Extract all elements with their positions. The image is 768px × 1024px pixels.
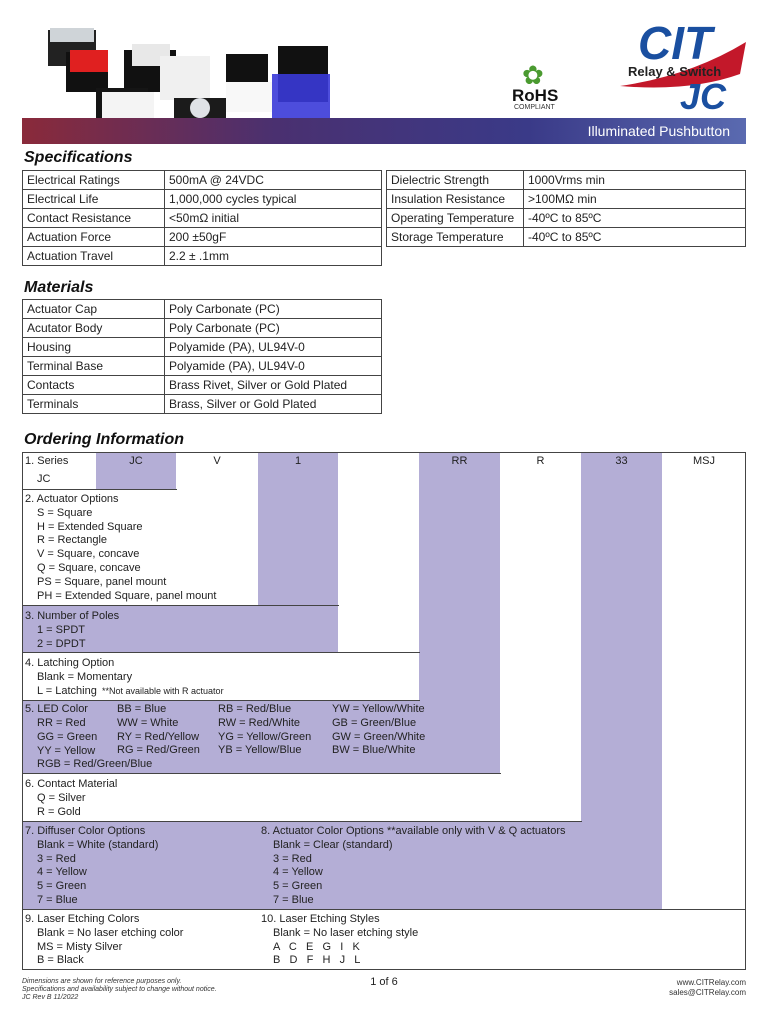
laser-style-options [261,913,418,968]
spec-value: Brass, Silver or Gold Plated [165,395,382,414]
option-line: 7 = Blue [273,893,314,906]
option-line: 3. Number of Poles [25,610,120,622]
spec-label: Housing [23,338,165,357]
option-line: 8. Actuator Color Options **available only with V & Q actuators [261,825,566,837]
option-line: V = Square, concave [37,548,140,561]
spec-label: Electrical Ratings [23,171,165,190]
page-number: 1 of 6 [370,976,398,988]
spec-value: <50mΩ initial [165,209,382,228]
option-line: Blank = Clear (standard) [273,838,393,851]
spec-value: 500mA @ 24VDC [165,171,382,190]
option-line: 3 = Red [37,852,76,865]
email-link[interactable]: sales@CITRelay.com [669,988,746,997]
option-line: 2 = DPDT [37,637,86,650]
led-column-2 [117,703,200,758]
option-line: 1 = SPDT [37,623,85,636]
rohs-subtext: COMPLIANT [514,104,555,111]
option-line: MS = Misty Silver [37,940,123,953]
option-line: 7 = Blue [37,893,78,906]
option-line: RB = Red/Blue [218,703,292,715]
spec-label: Contact Resistance [23,209,165,228]
spec-label: Actuator Cap [23,300,165,319]
spec-label: Actuation Force [23,228,165,247]
option-line: 3 = Red [273,852,312,865]
option-line: Q = Square, concave [37,561,141,574]
spec-value: -40ºC to 85ºC [524,228,746,247]
option-line: Blank = No laser etching color [37,926,184,939]
option-line: R = Gold [37,805,81,818]
spec-label: Contacts [23,376,165,395]
led-column-3 [218,703,311,758]
cit-logo [620,17,746,117]
material-row [23,319,382,338]
contact-options [25,778,117,819]
spec-value: Brass Rivet, Silver or Gold Plated [165,376,382,395]
option-line: H = Extended Square [37,520,143,533]
led-column-4 [332,703,425,758]
laser-color-options [25,913,183,968]
spec-label: Storage Temperature [387,228,524,247]
spec-right-row [387,190,746,209]
option-line: GB = Green/Blue [332,716,417,729]
option-line: GG = Green [37,730,98,743]
option-line: YY = Yellow [37,744,96,757]
option-line: Blank = No laser etching style [273,926,419,939]
option-line: S = Square [37,506,93,519]
actuator-options [25,493,216,603]
specifications-title: Specifications [24,149,133,166]
spec-label: Terminal Base [23,357,165,376]
actuator-color-options [261,825,566,908]
option-line: PH = Extended Square, panel mount [37,589,217,602]
option-line: BW = Blue/White [332,744,416,757]
logo-series: JC [680,76,727,117]
spec-right-row [387,171,746,190]
series-value: JC [37,473,51,485]
spec-left-row [23,228,382,247]
poles-options [25,610,119,651]
spec-left-row [23,190,382,209]
diffuser-options [25,825,158,908]
spec-value: Polyamide (PA), UL94V-0 [165,338,382,357]
logo-cit: CIT [638,17,713,69]
option-line: 4 = Yellow [273,866,323,879]
spec-value: 200 ±50gF [165,228,382,247]
option-line: Blank = Momentary [37,670,133,683]
spec-label: Terminals [23,395,165,414]
spec-right-row [387,209,746,228]
option-line: RGB = Red/Green/Blue [37,758,153,771]
option-line: 6. Contact Material [25,778,118,790]
header-subtitle: Illuminated Pushbutton [587,123,730,139]
material-row [23,338,382,357]
option-line: PS = Square, panel mount [37,575,167,588]
code-latching [339,453,419,469]
option-line: 5 = Green [273,880,323,893]
code-actuator: V [213,455,221,467]
option-line: 5 = Green [37,880,87,893]
spec-label: Acutator Body [23,319,165,338]
option-line: Blank = White (standard) [37,838,159,851]
option-line: RR = Red [37,717,86,729]
specifications-table-right [386,170,746,247]
spec-value: Poly Carbonate (PC) [165,319,382,338]
option-line: BB = Blue [117,703,167,715]
materials-table [22,299,382,414]
option-line: L = Latching [37,684,97,697]
option-line: 9. Laser Etching Colors [25,913,140,925]
spec-value: Poly Carbonate (PC) [165,300,382,319]
code-led: RR [451,455,468,467]
spec-label: Actuation Travel [23,247,165,266]
option-line: YG = Yellow/Green [218,730,312,743]
option-line: YB = Yellow/Blue [218,744,302,757]
specifications-table-left [22,170,382,266]
option-line: WW = White [117,716,179,729]
materials-title: Materials [24,279,94,296]
spec-value: 1,000,000 cycles typical [165,190,382,209]
led-title: 5. LED Color [25,703,88,715]
ordering-grid [22,452,746,970]
option-line: 7. Diffuser Color Options [25,825,146,837]
option-line: 4. Latching Option [25,657,115,669]
code-poles: 1 [294,455,302,467]
material-row [23,376,382,395]
option-line: RW = Red/White [218,716,301,729]
option-line: RG = Red/Green [117,744,200,757]
logo-relay-switch: Relay & Switch [628,64,722,79]
series-label: 1. Series [25,455,69,467]
code-contact: R [536,455,545,467]
material-row [23,395,382,414]
code-series: JC [129,455,143,467]
spec-value: >100MΩ min [524,190,746,209]
spec-left-row [23,171,382,190]
spec-left-row [23,247,382,266]
spec-value: Polyamide (PA), UL94V-0 [165,357,382,376]
option-line: 2. Actuator Options [25,493,119,505]
option-line: RY = Red/Yellow [117,730,200,743]
rohs-logo [512,60,562,115]
option-line: R = Rectangle [37,534,108,547]
spec-value: 1000Vrms min [524,171,746,190]
option-line: B = Black [37,954,84,967]
rohs-text: RoHS [512,86,559,105]
footer-contact [669,978,746,998]
option-line: Q = Silver [37,791,86,804]
spec-right-row [387,228,746,247]
option-line: A C E G I K [273,940,360,953]
spec-left-row [23,209,382,228]
code-diffuser: 33 [615,455,628,467]
option-line: 10. Laser Etching Styles [261,913,380,925]
material-row [23,300,382,319]
option-line: 4 = Yellow [37,866,87,879]
spec-label: Insulation Resistance [387,190,524,209]
footer-notes: Dimensions are shown for reference purposes only. Specifications and availability subject to change without notice. JC Rev B 11/2022 [22,978,217,1001]
latching-note: **Not available with R actuator [102,686,224,696]
website-link[interactable]: www.CITRelay.com [676,978,746,987]
actuator-column [258,453,338,605]
leaf-icon: ✿ [522,60,544,90]
spec-value: 2.2 ± .1mm [165,247,382,266]
option-line: GW = Green/White [332,730,426,743]
option-line: B D F H J L [273,954,361,967]
spec-label: Dielectric Strength [387,171,524,190]
code-laser: MSJ [693,455,715,467]
spec-label: Operating Temperature [387,209,524,228]
material-row [23,357,382,376]
spec-label: Electrical Life [23,190,165,209]
ordering-title: Ordering Information [24,431,184,448]
option-line: YW = Yellow/White [332,703,425,715]
spec-value: -40ºC to 85ºC [524,209,746,228]
